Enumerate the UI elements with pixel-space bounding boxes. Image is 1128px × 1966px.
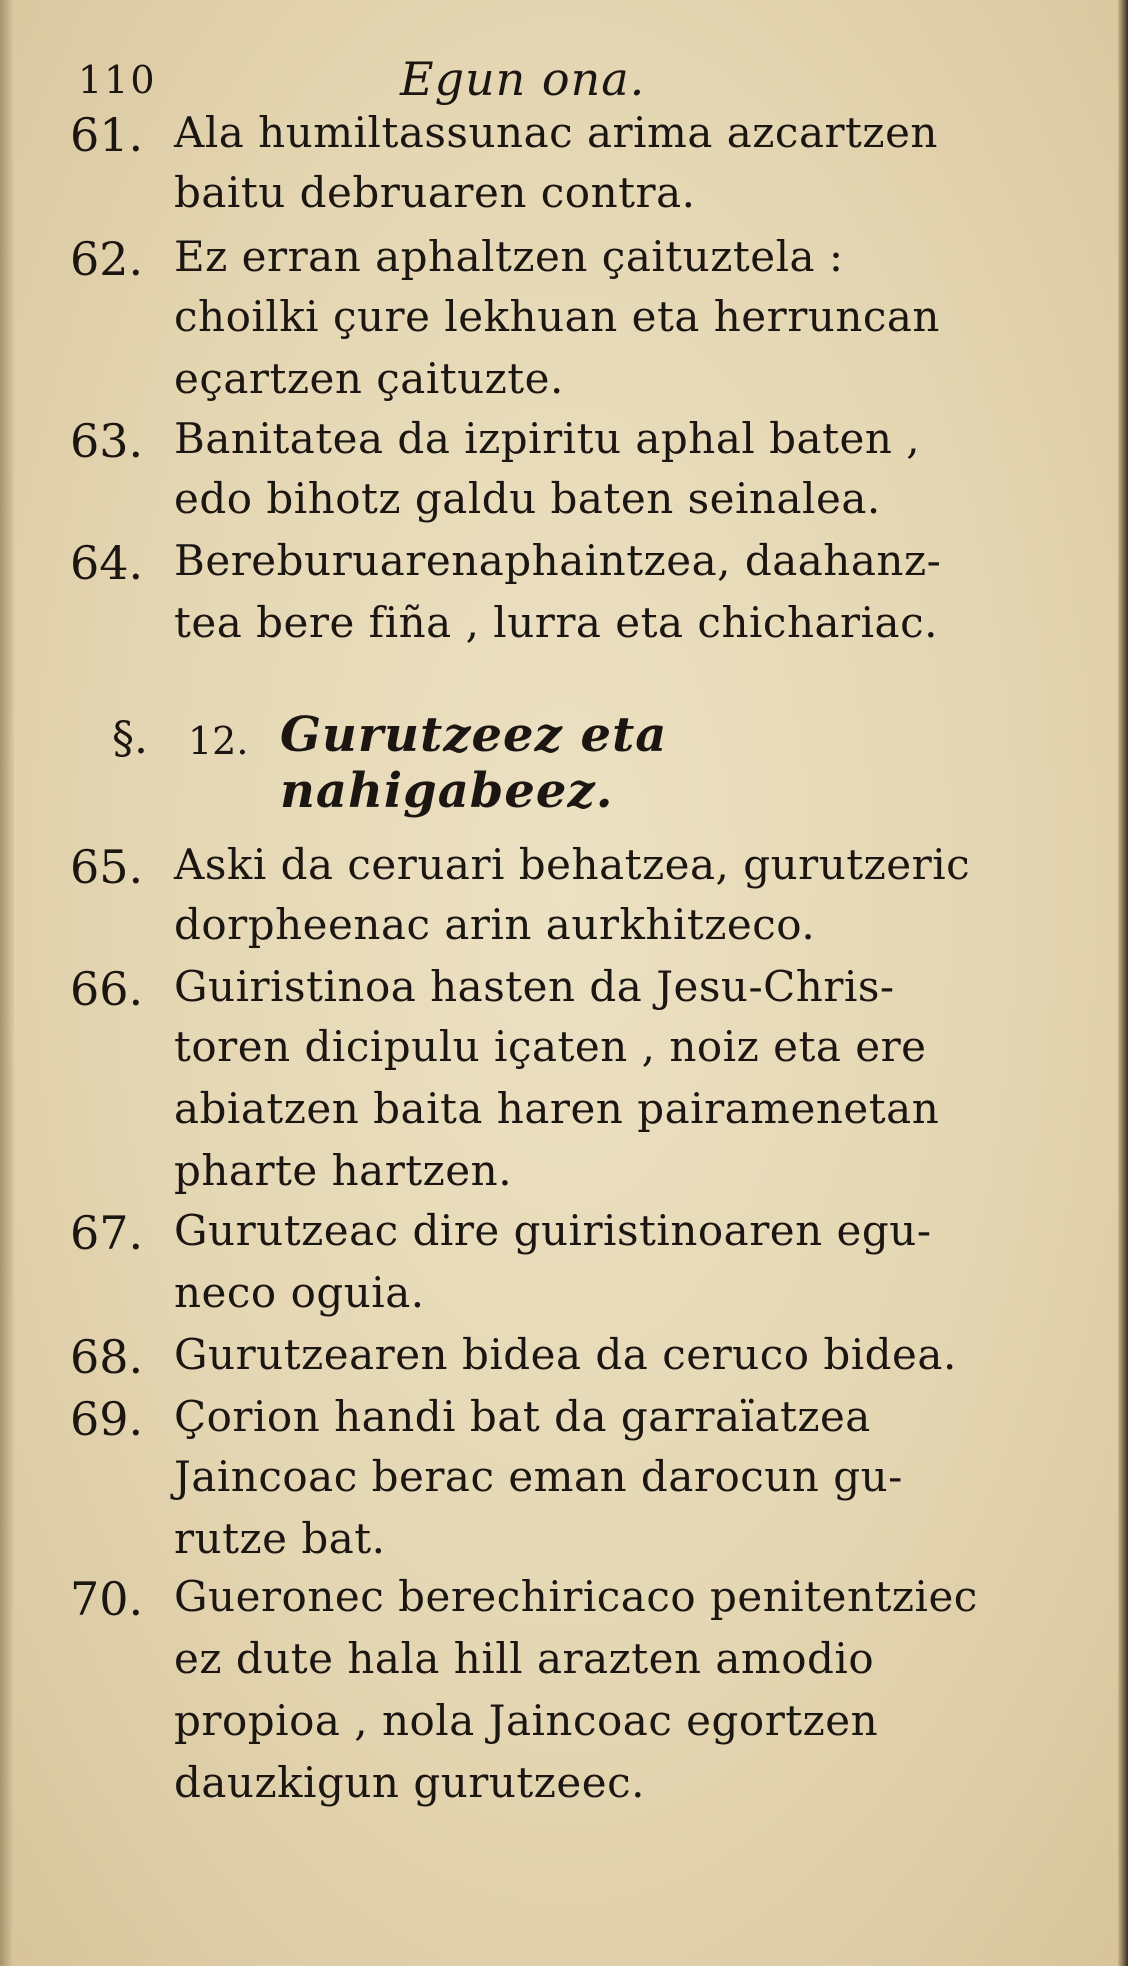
maxim-line: Banitatea da izpiritu aphal baten ,: [174, 414, 921, 463]
maxim-line: toren dicipulu içaten , noiz eta ere: [174, 1022, 927, 1071]
maxim-line: Aski da ceruari behatzea, gurutzeric: [174, 840, 971, 889]
maxim-line: Bereburuarenaphaintzea, daahanz-: [174, 536, 942, 585]
maxim-number: 70.: [70, 1572, 144, 1626]
maxim-number: 69.: [70, 1392, 144, 1446]
maxim-line: choilki çure lekhuan eta herruncan: [174, 292, 940, 341]
maxim-line: pharte hartzen.: [174, 1146, 513, 1195]
maxim-line: ez dute hala hill arazten amodio: [174, 1634, 875, 1683]
maxim-number: 65.: [70, 840, 144, 894]
maxim-line: neco oguia.: [174, 1268, 425, 1317]
maxim-line: baitu debruaren contra.: [174, 168, 696, 217]
maxim-line: Guiristinoa hasten da Jesu-Chris-: [174, 962, 895, 1011]
maxim-number: 63.: [70, 414, 144, 468]
page-header: [78, 52, 978, 112]
page-left-edge: [0, 0, 14, 1966]
maxim-number: 61.: [70, 108, 144, 162]
maxim-line: tea bere fiña , lurra eta chichariac.: [174, 598, 938, 647]
maxim-line: Gurutzeac dire guiristinoaren egu-: [174, 1206, 932, 1255]
maxim-number: 62.: [70, 232, 144, 286]
maxim-line: Ala humiltassunac arima azcartzen: [174, 108, 938, 157]
maxim-line: Çorion handi bat da garraïatzea: [174, 1392, 871, 1441]
maxim-line: Ez erran aphaltzen çaituztela :: [174, 232, 844, 281]
maxim-line: abiatzen baita haren pairamenetan: [174, 1084, 940, 1133]
maxim-number: 68.: [70, 1330, 144, 1384]
section-symbol: §.: [112, 713, 148, 764]
page-number: 110: [78, 58, 157, 102]
maxim-number: 67.: [70, 1206, 144, 1260]
maxim-line: edo bihotz galdu baten seinalea.: [174, 474, 881, 523]
page-right-edge: [1118, 0, 1128, 1966]
maxim-line: dorpheenac arin aurkhitzeco.: [174, 900, 816, 949]
section-title: Gurutzeez eta nahigabeez.: [280, 707, 668, 819]
section-number: 12.: [188, 719, 249, 763]
section-heading: [112, 705, 1012, 819]
maxim-line: Gueronec berechiricaco penitentziec: [174, 1572, 978, 1621]
maxim-line: propioa , nola Jaincoac egortzen: [174, 1696, 879, 1745]
running-title: Egun ona.: [400, 52, 646, 106]
maxim-number: 64.: [70, 536, 144, 590]
maxim-line: eçartzen çaituzte.: [174, 354, 564, 403]
maxim-line: rutze bat.: [174, 1514, 386, 1563]
maxim-number: 66.: [70, 962, 144, 1016]
maxim-line: Jaincoac berac eman darocun gu-: [174, 1452, 903, 1501]
maxim-line: Gurutzearen bidea da ceruco bidea.: [174, 1330, 957, 1379]
maxim-line: dauzkigun gurutzeec.: [174, 1758, 645, 1807]
